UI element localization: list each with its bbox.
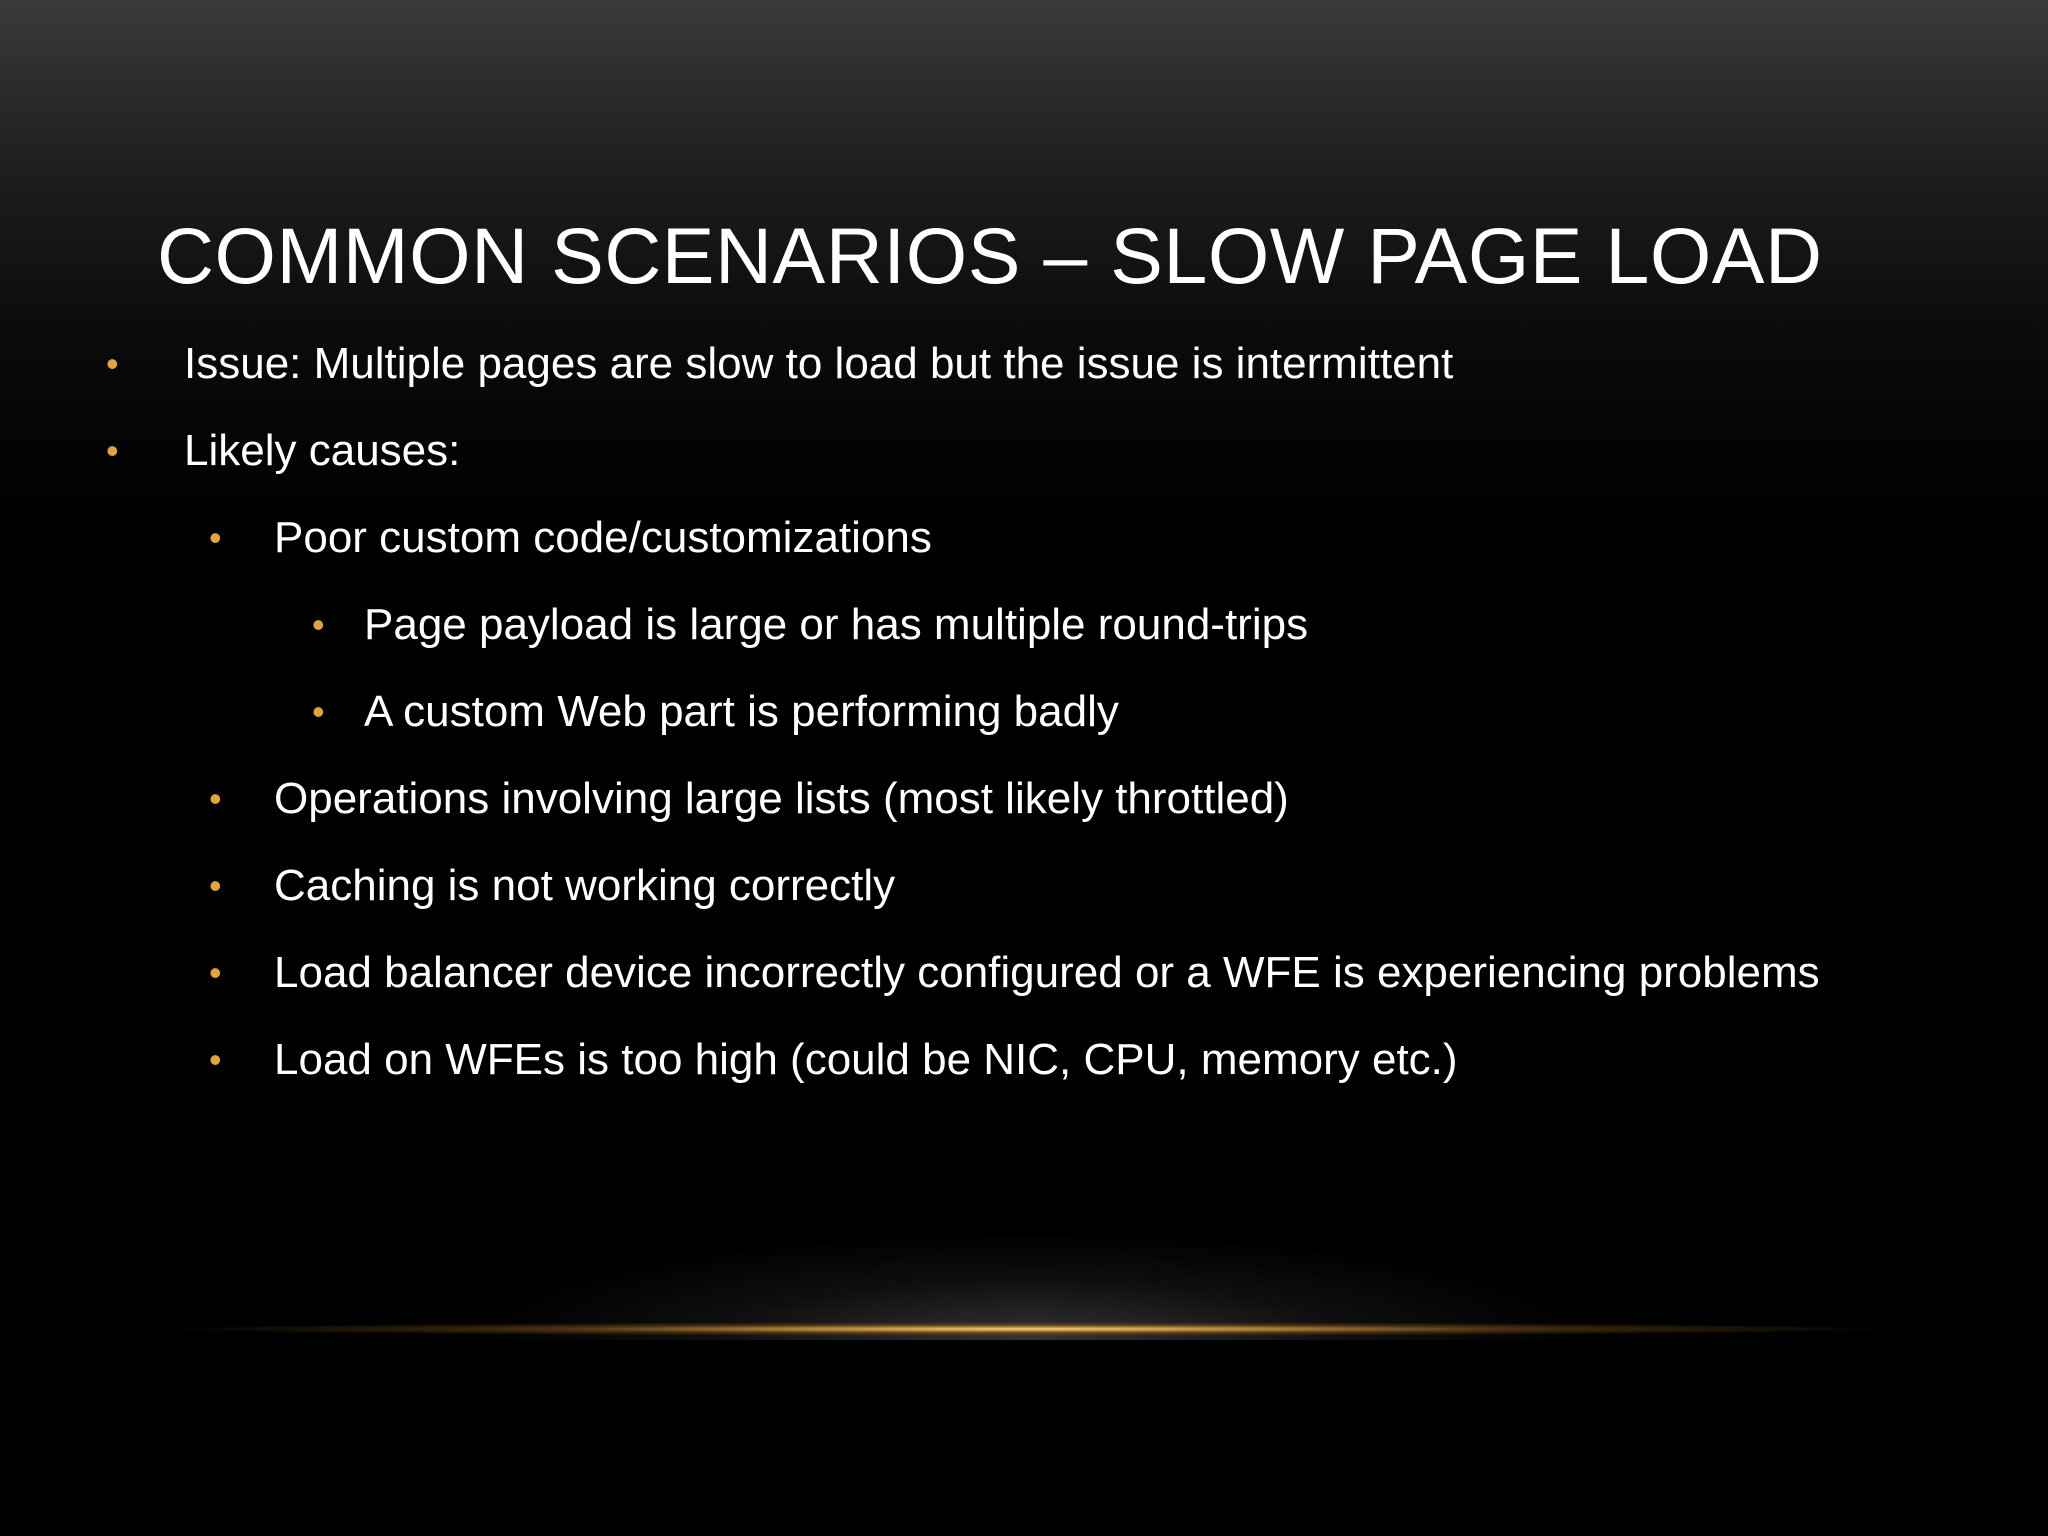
gold-light-line — [160, 1322, 1900, 1336]
bullet-icon: • — [209, 517, 222, 558]
bullet-text: Likely causes: — [184, 426, 461, 475]
bullet-icon: • — [209, 1039, 222, 1080]
bullet-icon: • — [312, 691, 325, 732]
bullet-text: Operations involving large lists (most likely throttled) — [274, 774, 1289, 823]
bullet-text: Caching is not working correctly — [274, 861, 896, 910]
bullet-text: Issue: Multiple pages are slow to load but the issue is intermittent — [184, 339, 1454, 388]
spotlight-glow — [330, 1150, 1730, 1340]
bullet-icon: • — [312, 604, 325, 645]
bullet-text: A custom Web part is performing badly — [364, 687, 1119, 736]
bullet-text: Load on WFEs is too high (could be NIC, CPU, memory etc.) — [274, 1035, 1458, 1084]
slide-title: COMMON SCENARIOS – SLOW PAGE LOAD — [157, 211, 1823, 300]
bullet-text: Load balancer device incorrectly configured or a WFE is experiencing problems — [274, 948, 1820, 997]
bullet-icon: • — [106, 430, 119, 471]
bullet-text: Page payload is large or has multiple round-trips — [364, 600, 1309, 649]
bullet-icon: • — [209, 952, 222, 993]
bullet-text: Poor custom code/customizations — [274, 513, 932, 562]
bullet-icon: • — [209, 865, 222, 906]
bullet-icon: • — [209, 778, 222, 819]
bullet-icon: • — [106, 343, 119, 384]
